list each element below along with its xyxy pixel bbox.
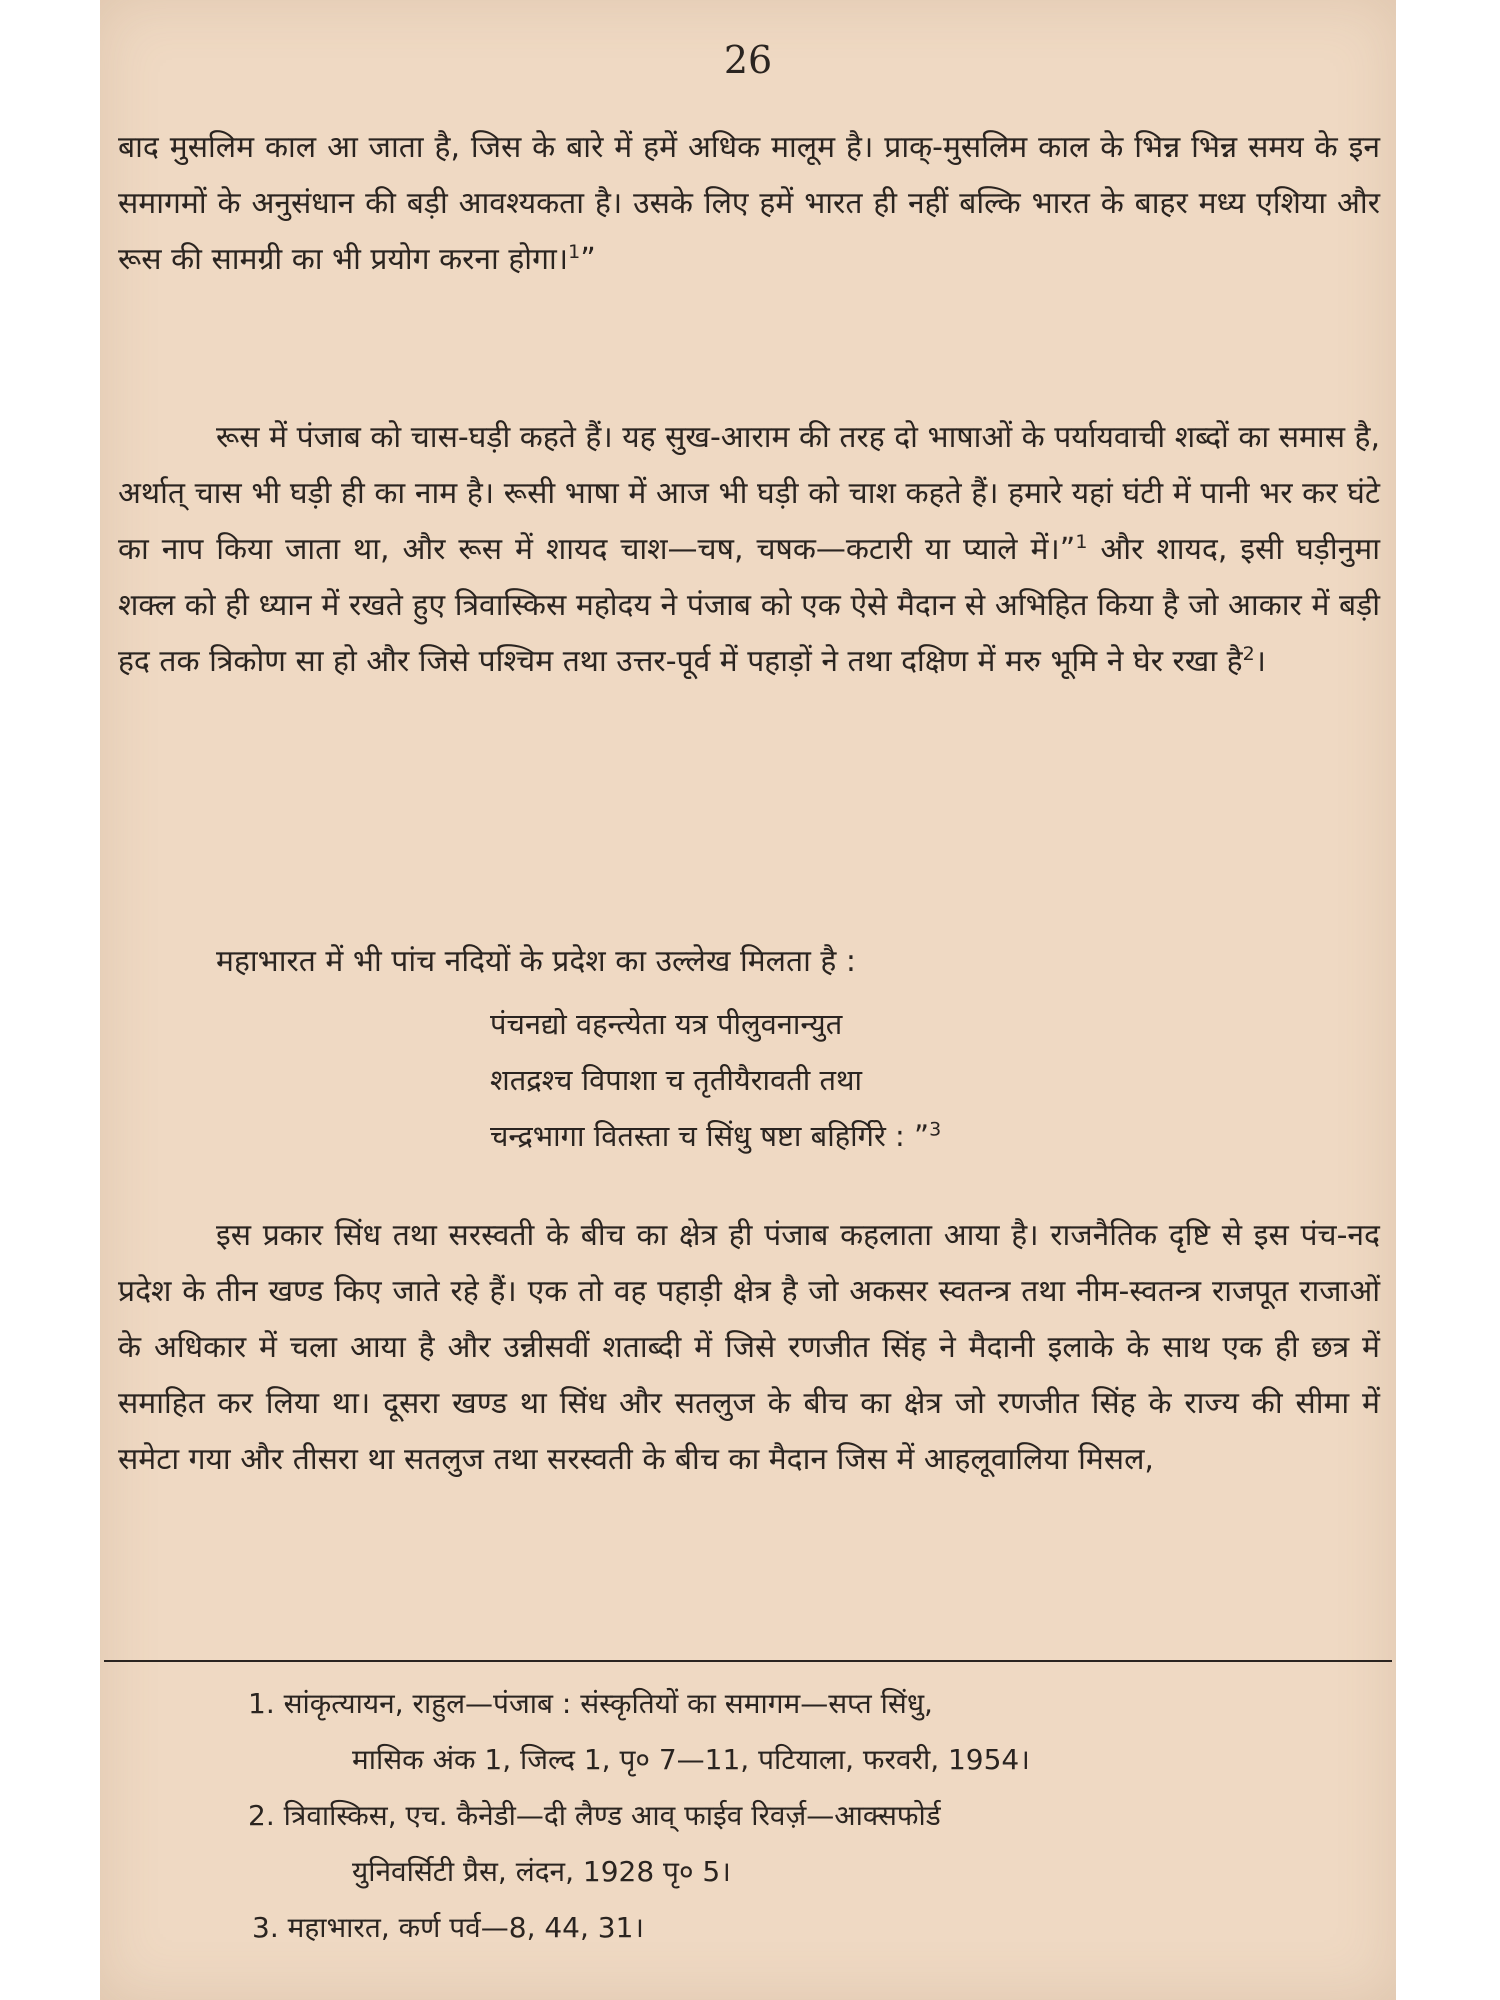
- footnote-divider: [104, 1660, 1392, 1662]
- paragraph-1: [118, 120, 1380, 288]
- page-number: 26: [723, 38, 773, 82]
- paragraph-2-text: रूस में पंजाब को चास-घड़ी कहते हैं। यह सुख-आराम की तरह दो भाषाओं के पर्यायवाची शब्दों का समास है, अर्थात् चास भी घड़ी ही का नाम है। रूसी भाषा में आज भी घड़ी को चाश कहते हैं। हमारे यहां घंटी में पानी भर कर घंटे का नाप किया जाता था, और रूस में शायद चाश—चष, चषक—कटारी या प्याले में।”: [118, 420, 1380, 567]
- footnotes: [100, 1676, 1396, 1956]
- footnote-ref-3: 3: [929, 1118, 942, 1141]
- book-page: [100, 0, 1396, 2000]
- paragraph-4: इस प्रकार सिंध तथा सरस्वती के बीच का क्षेत्र ही पंजाब कहलाता आया है। राजनैतिक दृष्टि से इस पंच-नद प्रदेश के तीन खण्ड किए जाते रहे हैं। एक तो वह पहाड़ी क्षेत्र है जो अकसर स्वतन्त्र तथा नीम-स्वतन्त्र राजपूत राजाओं के अधिकार में चला आया है और उन्नीसवीं शताब्दी में जिसे रणजीत सिंह ने मैदानी इलाके के साथ एक ही छत्र में समाहित कर लिया था। दूसरा खण्ड था सिंध और सतलुज के बीच का क्षेत्र जो रणजीत सिंह के राज्य की सीमा में समेटा गया और तीसरा था सतलुज तथा सरस्वती के बीच का मैदान जिस में आहलूवालिया मिसल,: [118, 1218, 1380, 1477]
- paragraph-2: [118, 410, 1380, 690]
- footnote-1-line-2: मासिक अंक 1, जिल्द 1, पृ० 7—11, पटियाला, फरवरी, 1954।: [352, 1743, 1030, 1776]
- footnote-ref-1b: 1: [1075, 531, 1088, 553]
- paragraph-3: महाभारत में भी पांच नदियों के प्रदेश का उल्लेख मिलता है :: [216, 944, 857, 979]
- sanskrit-verse: [490, 996, 941, 1164]
- footnote-2-line-2: युनिवर्सिटी प्रैस, लंदन, 1928 पृ० 5।: [352, 1855, 731, 1888]
- verse-line-2: शतद्रश्च विपाशा च तृतीयैरावती तथा: [490, 1063, 863, 1097]
- footnote-3: [100, 1900, 1396, 1956]
- paragraph-1-text: बाद मुसलिम काल आ जाता है, जिस के बारे में हमें अधिक मालूम है। प्राक्-मुसलिम काल के भिन्न भिन्न समय के इन समागमों के अनुसंधान की बड़ी आवश्यकता है। उसके लिए हमें भारत ही नहीं बल्कि भारत के बाहर मध्य एशिया और रूस की सामग्री का भी प्रयोग करना होगा।: [118, 130, 1380, 277]
- paragraph-2-continuation: और शायद, इसी घड़ीनुमा शक्ल को ही ध्यान में रखते हुए त्रिवास्किस महोदय ने पंजाब को एक ऐसे मैदान से अभिहित किया है जो आकार में बड़ी हद तक त्रिकोण सा हो और जिसे पश्चिम तथा उत्तर-पूर्व में पहाड़ों ने तथा दक्षिण में मरु भूमि ने घेर रखा है: [118, 532, 1380, 679]
- footnote-3-line-1: 3. महाभारत, कर्ण पर्व—8, 44, 31।: [252, 1911, 645, 1944]
- footnote-1: [100, 1676, 1396, 1788]
- verse-line-1: पंचनद्यो वहन्त्येता यत्र पीलुवनान्युत: [490, 1007, 843, 1041]
- paragraph-2-end: ।: [1254, 644, 1267, 679]
- verse-line-3: [490, 1108, 941, 1164]
- footnote-2-line-1: 2. त्रिवास्किस, एच. कैनेडी—दी लैण्ड आव् फाईव रिवर्ज़—आक्सफोर्ड: [248, 1799, 941, 1832]
- verse-line-3-text: चन्द्रभागा वितस्ता च सिंधु षष्टा बहिर्गिरे : ”: [490, 1119, 930, 1153]
- footnote-1-line-1: 1. सांकृत्यायन, राहुल—पंजाब : संस्कृतियों का समागम—सप्त सिंधु,: [248, 1687, 933, 1720]
- closing-quote: ”: [580, 242, 596, 277]
- footnote-ref-2: 2: [1242, 643, 1255, 665]
- footnote-ref-1: 1: [568, 241, 581, 263]
- footnote-2: [100, 1788, 1396, 1900]
